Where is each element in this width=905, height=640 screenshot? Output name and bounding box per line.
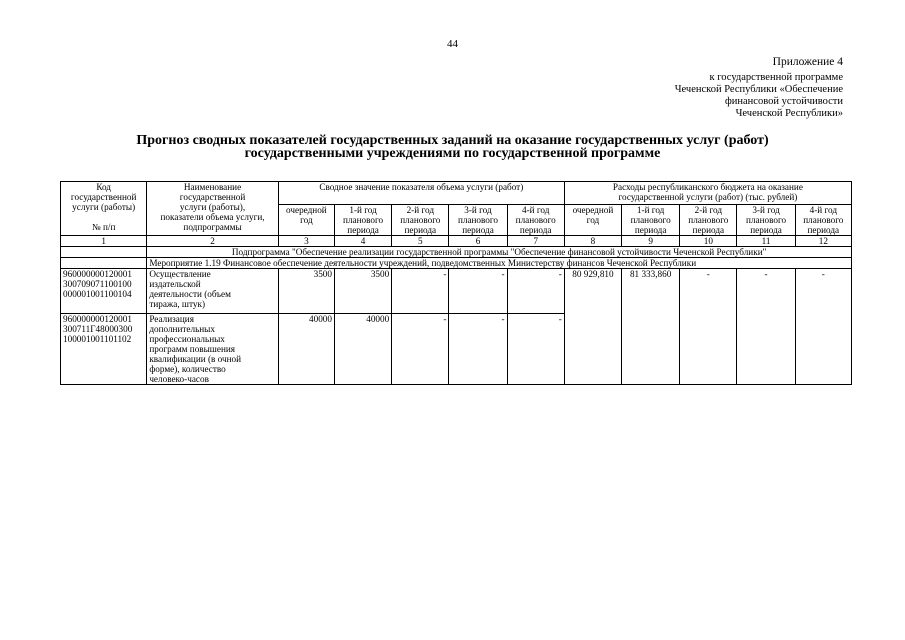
header-expense-line: государственной услуги (работ) (тыс. рублей): [618, 192, 798, 202]
header-cell-line: год: [586, 215, 600, 225]
name-line: программ повышения: [149, 344, 236, 354]
header-cell-line: очередной: [286, 205, 327, 215]
appendix-reference: [583, 72, 843, 120]
header-cell-line: 2-й год: [694, 205, 723, 215]
header-cell-line: 1-й год: [636, 205, 665, 215]
code-line: 300711Г48000300: [63, 324, 133, 334]
column-number: 10: [680, 236, 737, 247]
header-cell-line: периода: [404, 225, 437, 235]
header-cell-line: планового: [457, 215, 499, 225]
header-volume-col-3: [392, 205, 449, 236]
volume-value: 3500: [334, 269, 391, 314]
header-cell-line: год: [300, 215, 313, 225]
header-code-line: услуги (работы): [72, 202, 136, 212]
table-row: [61, 269, 852, 314]
header-expense-col-4: [737, 205, 795, 236]
name-line: дополнительных: [149, 324, 215, 334]
column-number: 5: [392, 236, 449, 247]
header-volume-col-5: [507, 205, 564, 236]
volume-value: -: [507, 269, 564, 314]
name-line: форме), количество: [149, 364, 226, 374]
header-cell-line: очередной: [572, 205, 614, 215]
column-number: 7: [507, 236, 564, 247]
name-line: деятельности (объем: [149, 289, 231, 299]
code-line: 960000000120001: [63, 269, 132, 279]
header-code-line: государственной: [70, 192, 137, 202]
appendix-line: финансовой устойчивости: [724, 96, 843, 107]
column-number-row: [61, 236, 852, 247]
header-cell-line: периода: [634, 225, 667, 235]
header-cell-line: периода: [750, 225, 782, 235]
header-cell-line: периода: [347, 225, 379, 235]
page-number: 44: [447, 38, 458, 50]
expense-value: 80 929,810: [564, 269, 621, 385]
header-cell-line: планового: [515, 215, 556, 225]
service-code: [61, 314, 147, 385]
header-cell-line: периода: [692, 225, 725, 235]
name-line: Осуществление: [149, 269, 211, 279]
code-line: 000001001100104: [63, 289, 132, 299]
appendix-title: Приложение 4: [772, 56, 843, 68]
appendix-line: Чеченской Республики»: [735, 108, 843, 119]
header-cell-line: планового: [343, 215, 384, 225]
header-expense-group: [564, 182, 851, 205]
code-line: 960000000120001: [63, 314, 132, 324]
header-cell-line: планового: [400, 215, 441, 225]
forecast-table: [60, 181, 852, 385]
column-number: 8: [564, 236, 621, 247]
column-number: 12: [795, 236, 851, 247]
header-cell-line: 2-й год: [406, 205, 434, 215]
header-expense-col-5: [795, 205, 851, 236]
column-number: 1: [61, 236, 147, 247]
header-row: [61, 182, 852, 205]
header-cell-line: периода: [519, 225, 552, 235]
title-line: государственными учреждениями по государственной программе: [244, 146, 661, 161]
header-cell-line: 3-й год: [464, 205, 492, 215]
header-expense-col-2: [622, 205, 680, 236]
header-name-line: услуги (работы),: [179, 202, 246, 212]
header-cell-line: планового: [745, 215, 787, 225]
expense-value: 81 333,860: [622, 269, 680, 385]
empty-cell: [61, 258, 147, 269]
header-cell-line: планового: [688, 215, 729, 225]
volume-value: 40000: [334, 314, 391, 385]
header-code-line: Код: [96, 182, 111, 192]
volume-value: 40000: [278, 314, 334, 385]
name-line: издательской: [149, 279, 201, 289]
header-volume-group: Сводное значение показателя объема услуги (работ): [278, 182, 564, 205]
name-line: человеко-часов: [149, 374, 209, 384]
header-cell-line: планового: [803, 215, 844, 225]
volume-value: -: [449, 314, 507, 385]
expense-value: -: [737, 269, 795, 385]
header-cell-line: периода: [807, 225, 840, 235]
header-cell-line: 1-й год: [349, 205, 377, 215]
header-code: [61, 182, 147, 236]
header-expense-col-1: [564, 205, 621, 236]
header-name-line: показатели объема услуги,: [160, 212, 265, 222]
header-code-line: № п/п: [91, 222, 116, 232]
header-volume-col-4: [449, 205, 507, 236]
code-line: 300709071100100: [63, 279, 132, 289]
volume-value: -: [392, 269, 449, 314]
title-line: Прогноз сводных показателей государственных заданий на оказание государственных услуг (работ): [136, 133, 769, 148]
header-cell-line: 4-й год: [809, 205, 838, 215]
column-number: 9: [622, 236, 680, 247]
volume-value: 3500: [278, 269, 334, 314]
column-number: 11: [737, 236, 795, 247]
code-line: 100001001101102: [63, 334, 132, 344]
header-cell-line: 3-й год: [752, 205, 780, 215]
subprogram-title: Подпрограмма "Обеспечение реализации государственной программы "Обеспечение финансовой устойчивости Чеченской Республики": [147, 247, 852, 258]
header-name-line: подпрограммы: [183, 222, 242, 232]
header-volume-col-1: [278, 205, 334, 236]
header-cell-line: периода: [462, 225, 494, 235]
measure-row: [61, 258, 852, 269]
column-number: 2: [147, 236, 278, 247]
header-volume-col-2: [334, 205, 391, 236]
document-title: [0, 134, 905, 160]
name-line: квалификации (в очной: [149, 354, 242, 364]
expense-value: -: [680, 269, 737, 385]
volume-value: -: [392, 314, 449, 385]
header-name: [147, 182, 278, 236]
column-number: 4: [334, 236, 391, 247]
volume-value: -: [449, 269, 507, 314]
appendix-line: к государственной программе: [709, 72, 843, 83]
header-expense-col-3: [680, 205, 737, 236]
measure-title: Мероприятие 1.19 Финансовое обеспечение деятельности учреждений, подведомственных Министерству финансов Чеченской Республики: [147, 258, 852, 269]
name-line: Реализация: [149, 314, 194, 324]
column-number: 6: [449, 236, 507, 247]
name-line: профессиональных: [149, 334, 225, 344]
appendix-line: Чеченской Республики «Обеспечение: [674, 84, 843, 95]
service-name: [147, 269, 278, 314]
header-cell-line: 4-й год: [522, 205, 550, 215]
volume-value: -: [507, 314, 564, 385]
empty-cell: [61, 247, 147, 258]
expense-value: -: [795, 269, 851, 385]
header-name-line: Наименование: [183, 182, 242, 192]
header-cell-line: планового: [630, 215, 671, 225]
service-code: [61, 269, 147, 314]
column-number: 3: [278, 236, 334, 247]
subprogram-row: [61, 247, 852, 258]
service-name: [147, 314, 278, 385]
name-line: тиража, штук): [149, 299, 206, 309]
header-name-line: государственной: [179, 192, 246, 202]
header-expense-line: Расходы республиканского бюджета на оказание: [612, 182, 803, 192]
